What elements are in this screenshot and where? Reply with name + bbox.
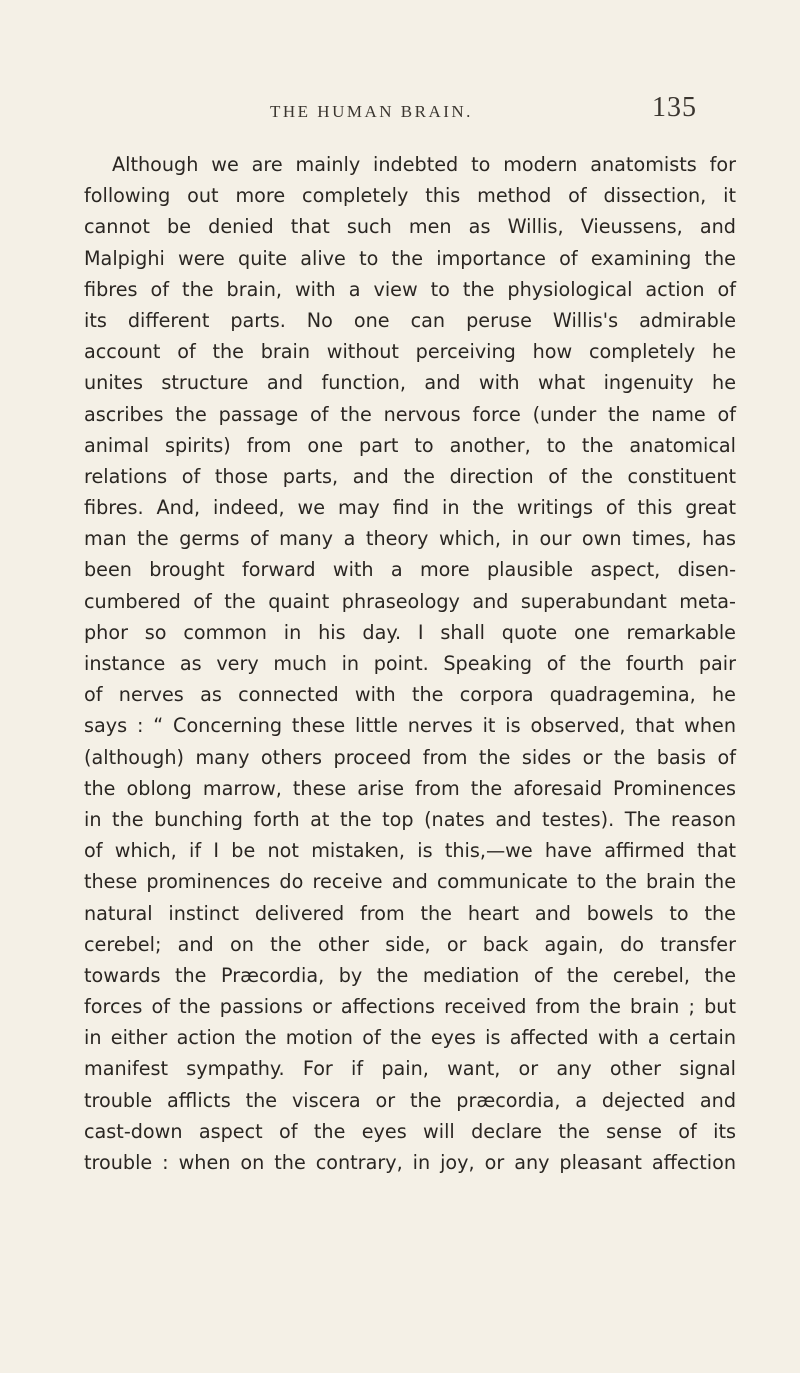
text-line: cast-down aspect of the eyes will declare the sense of its [84, 1119, 736, 1143]
text-line: in the bunching forth at the top (nates and testes). The reason [84, 807, 736, 831]
text-line: following out more completely this method of dissection, it [84, 184, 736, 208]
text-line: says : “ Concerning these little nerves it is observed, that when [84, 714, 736, 738]
text-line: in either action the motion of the eyes is affected with a certain [84, 1026, 736, 1050]
page-number: 135 [652, 92, 697, 123]
text-line: natural instinct delivered from the heart and bowels to the [84, 901, 736, 925]
text-line: trouble afflicts the viscera or the præcordia, a dejected and [84, 1088, 736, 1112]
text-line: animal spirits) from one part to another, to the anatomical [84, 433, 736, 457]
text-line: man the germs of many a theory which, in our own times, has [84, 527, 736, 551]
text-line: fibres. And, indeed, we may find in the writings of this great [84, 496, 736, 520]
text-line: been brought forward with a more plausible aspect, disen- [84, 558, 736, 582]
text-line: fibres of the brain, with a view to the physiological action of [84, 277, 736, 301]
text-line: Although we are mainly indebted to modern anatomists for [112, 153, 736, 176]
text-line: ascribes the passage of the nervous force (under the name of [84, 402, 736, 426]
text-line: instance as very much in point. Speaking of the fourth pair [84, 652, 736, 675]
text-line: its different parts. No one can peruse Willis's admirable [84, 308, 736, 332]
text-line: unites structure and function, and with what ingenuity he [84, 371, 736, 395]
text-line: cannot be denied that such men as Willis, Vieussens, and [84, 215, 736, 239]
text-line: cumbered of the quaint phraseology and superabundant meta- [84, 589, 736, 613]
text-line: Malpighi were quite alive to the importance of examining the [84, 246, 736, 270]
text-line: phor so common in his day. I shall quote one remarkable [84, 620, 736, 644]
body-paragraph [84, 149, 736, 1178]
text-line: the oblong marrow, these arise from the aforesaid Prominences [84, 776, 736, 800]
text-line: of nerves as connected with the corpora quadragemina, he [84, 683, 736, 707]
text-line: these prominences do receive and communicate to the brain the [84, 870, 736, 894]
text-line: (although) many others proceed from the sides or the basis of [84, 745, 736, 769]
text-line: relations of those parts, and the direction of the constituent [84, 464, 736, 488]
text-line: cerebel; and on the other side, or back again, do transfer [84, 932, 736, 956]
text-line: of which, if I be not mistaken, is this,—we have affirmed that [84, 839, 736, 863]
text-line: account of the brain without perceiving how completely he [84, 340, 736, 364]
text-line: manifest sympathy. For if pain, want, or any other signal [84, 1057, 736, 1081]
text-line: trouble : when on the contrary, in joy, or any pleasant affection [84, 1151, 736, 1174]
text-line: towards the Præcordia, by the mediation of the cerebel, the [84, 963, 736, 987]
running-head: THE HUMAN BRAIN. [270, 102, 473, 121]
text-line: forces of the passions or affections received from the brain ; but [84, 995, 736, 1019]
